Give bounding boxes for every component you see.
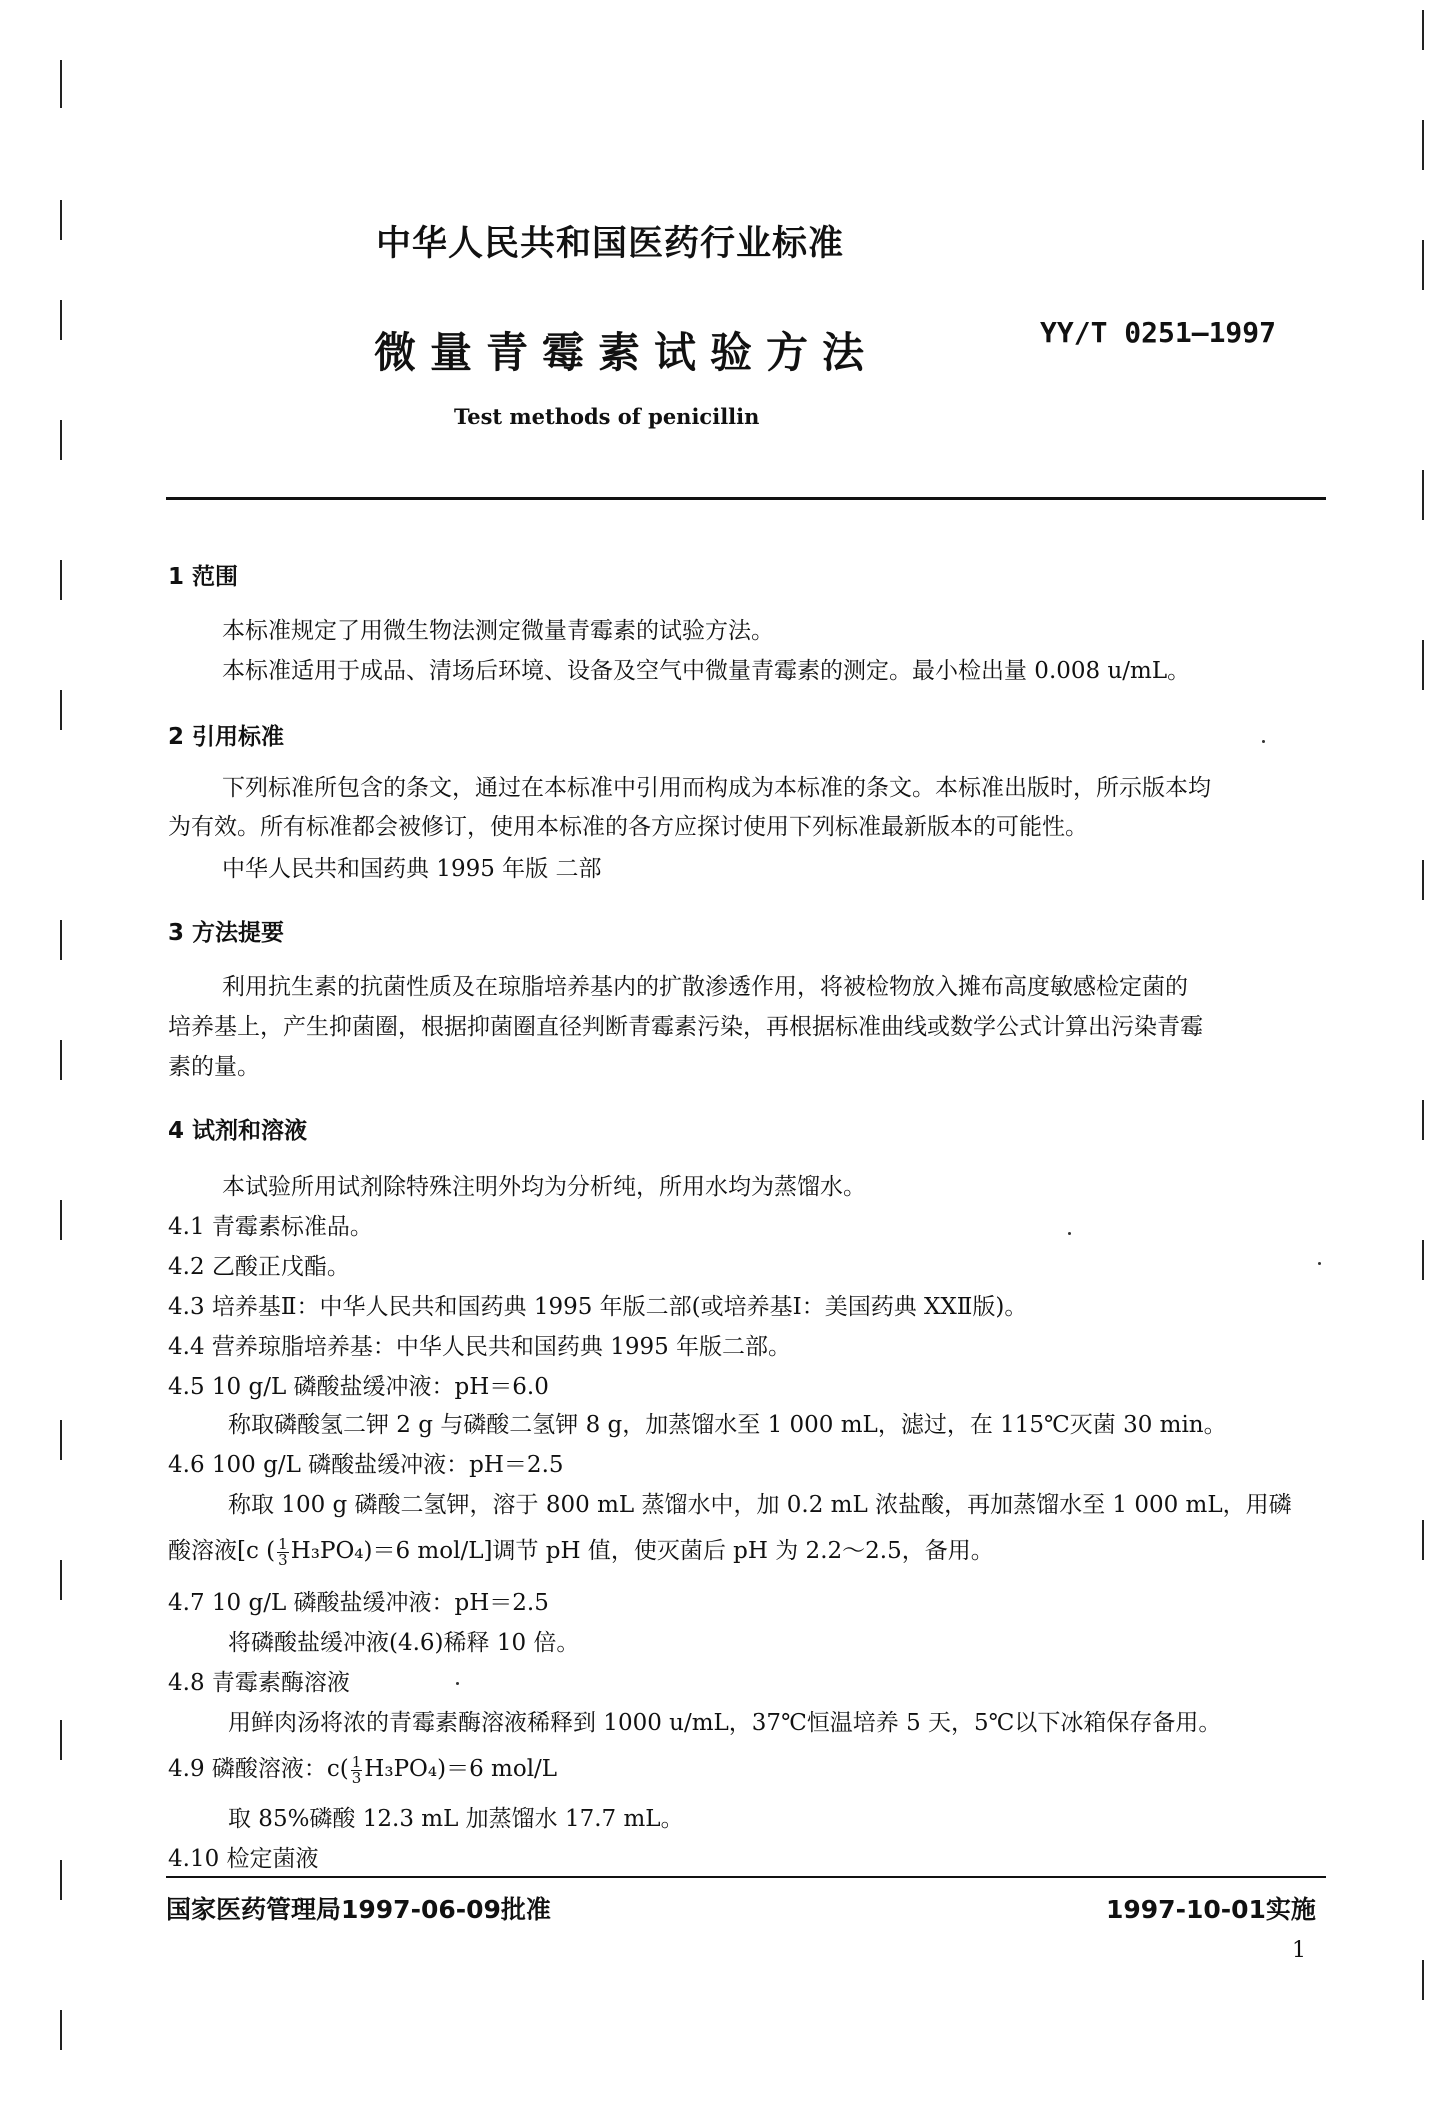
- item-4-3: 4.3 培养基Ⅱ：中华人民共和国药典 1995 年版二部(或培养基Ⅰ：美国药典 XXⅡ版)。: [168, 1294, 1028, 1320]
- section-2-heading: 2 引用标准: [168, 724, 285, 750]
- fraction-denominator: 3: [278, 1550, 288, 1569]
- section-4-heading: 4 试剂和溶液: [168, 1118, 308, 1144]
- fraction-numerator: 1: [351, 1752, 362, 1771]
- item-4-5: 4.5 10 g/L 磷酸盐缓冲液：pH＝6.0: [168, 1374, 549, 1400]
- scan-edge-mark: [60, 1720, 62, 1760]
- scan-edge-mark: [1422, 120, 1424, 170]
- scan-speck: [1318, 1262, 1321, 1265]
- formula-text: H₃PO₄)＝6 mol/L]调节 pH 值，使灭菌后 pH 为 2.2～2.5，备用。: [290, 1538, 994, 1564]
- section-1-paragraph: 本标准规定了用微生物法测定微量青霉素的试验方法。: [222, 618, 774, 644]
- item-4-7: 4.7 10 g/L 磷酸盐缓冲液：pH＝2.5: [168, 1590, 549, 1616]
- scan-edge-mark: [60, 690, 62, 730]
- scan-edge-mark: [1422, 1960, 1424, 2000]
- item-4-6-detail: 称取 100 g 磷酸二氢钾，溶于 800 mL 蒸馏水中，加 0.2 mL 浓盐酸，再加蒸馏水至 1 000 mL，用磷: [228, 1492, 1292, 1518]
- scan-edge-mark: [1422, 1240, 1424, 1280]
- item-4-1: 4.1 青霉素标准品。: [168, 1214, 373, 1240]
- section-4-intro: 本试验所用试剂除特殊注明外均为分析纯，所用水均为蒸馏水。: [222, 1174, 866, 1200]
- scan-edge-mark: [1422, 240, 1424, 290]
- item-4-8-detail: 用鲜肉汤将浓的青霉素酶溶液稀释到 1000 u/mL，37℃恒温培养 5 天，5℃以下冰箱保存备用。: [228, 1710, 1222, 1736]
- section-3-paragraph: 素的量。: [168, 1054, 260, 1080]
- section-3-paragraph: 培养基上，产生抑菌圈，根据抑菌圈直径判断青霉素污染，再根据标准曲线或数学公式计算出污染青霉: [168, 1014, 1203, 1040]
- scan-edge-mark: [60, 920, 62, 960]
- item-4-10: 4.10 检定菌液: [168, 1846, 319, 1872]
- header-rule: [166, 497, 1326, 500]
- fraction: [351, 1752, 363, 1787]
- item-4-7-detail: 将磷酸盐缓冲液(4.6)稀释 10 倍。: [228, 1630, 580, 1656]
- scan-edge-mark: [60, 1860, 62, 1900]
- section-3-heading: 3 方法提要: [168, 920, 285, 946]
- item-4-6-detail-formula: [168, 1534, 994, 1568]
- item-4-4: 4.4 营养琼脂培养基：中华人民共和国药典 1995 年版二部。: [168, 1334, 792, 1360]
- section-2-paragraph: 为有效。所有标准都会被修订，使用本标准的各方应探讨使用下列标准最新版本的可能性。: [168, 814, 1088, 840]
- scan-edge-mark: [1422, 860, 1424, 900]
- footer-rule: [166, 1876, 1326, 1878]
- document-title: 微量青霉素试验方法: [374, 328, 879, 377]
- scan-edge-mark: [60, 1200, 62, 1240]
- formula-text: 酸溶液[c (: [168, 1538, 276, 1564]
- item-4-9: [168, 1752, 557, 1786]
- scan-edge-mark: [1422, 10, 1424, 50]
- fraction-numerator: 1: [278, 1534, 288, 1553]
- formula-text: 4.9 磷酸溶液：c(: [168, 1756, 349, 1782]
- english-title: Test methods of penicillin: [454, 404, 760, 429]
- standard-code: YY/T 0251—1997: [1040, 316, 1277, 349]
- section-1-paragraph: 本标准适用于成品、清场后环境、设备及空气中微量青霉素的测定。最小检出量 0.008 u/mL。: [222, 658, 1191, 684]
- scan-edge-mark: [60, 200, 62, 240]
- fraction: [277, 1534, 289, 1569]
- page-number: 1: [1292, 1938, 1306, 1963]
- scan-edge-mark: [60, 60, 62, 108]
- formula-text: H₃PO₄)＝6 mol/L: [364, 1756, 558, 1782]
- fraction-denominator: 3: [351, 1768, 362, 1787]
- approval-line: 国家医药管理局1997-06-09批准: [166, 1895, 551, 1924]
- scan-edge-mark: [1422, 640, 1424, 690]
- scan-edge-mark: [1422, 470, 1424, 520]
- scan-edge-mark: [60, 1040, 62, 1080]
- item-4-5-detail: 称取磷酸氢二钾 2 g 与磷酸二氢钾 8 g，加蒸馏水至 1 000 mL，滤过，在 115℃灭菌 30 min。: [228, 1412, 1227, 1438]
- scan-speck: [1068, 1232, 1071, 1235]
- referenced-standard: 中华人民共和国药典 1995 年版 二部: [222, 856, 602, 882]
- scan-edge-mark: [60, 420, 62, 460]
- item-4-8: 4.8 青霉素酶溶液: [168, 1670, 350, 1696]
- scan-edge-mark: [60, 2010, 62, 2050]
- scan-edge-mark: [1422, 1520, 1424, 1560]
- section-2-paragraph: 下列标准所包含的条文，通过在本标准中引用而构成为本标准的条文。本标准出版时，所示版本均: [222, 775, 1211, 801]
- section-1-heading: 1 范围: [168, 564, 239, 590]
- scan-edge-mark: [60, 560, 62, 600]
- item-4-6: 4.6 100 g/L 磷酸盐缓冲液：pH＝2.5: [168, 1452, 564, 1478]
- item-4-2: 4.2 乙酸正戊酯。: [168, 1254, 350, 1280]
- scan-edge-mark: [60, 1560, 62, 1600]
- scan-speck: [1262, 740, 1265, 743]
- scan-edge-mark: [60, 300, 62, 340]
- section-3-paragraph: 利用抗生素的抗菌性质及在琼脂培养基内的扩散渗透作用，将被检物放入摊布高度敏感检定菌的: [222, 974, 1188, 1000]
- scan-edge-mark: [1422, 1100, 1424, 1140]
- effective-date: 1997-10-01实施: [1106, 1895, 1316, 1924]
- scan-speck: [456, 1682, 459, 1685]
- standard-category-title: 中华人民共和国医药行业标准: [376, 224, 845, 264]
- scan-edge-mark: [60, 1420, 62, 1460]
- item-4-9-detail: 取 85%磷酸 12.3 mL 加蒸馏水 17.7 mL。: [228, 1806, 684, 1832]
